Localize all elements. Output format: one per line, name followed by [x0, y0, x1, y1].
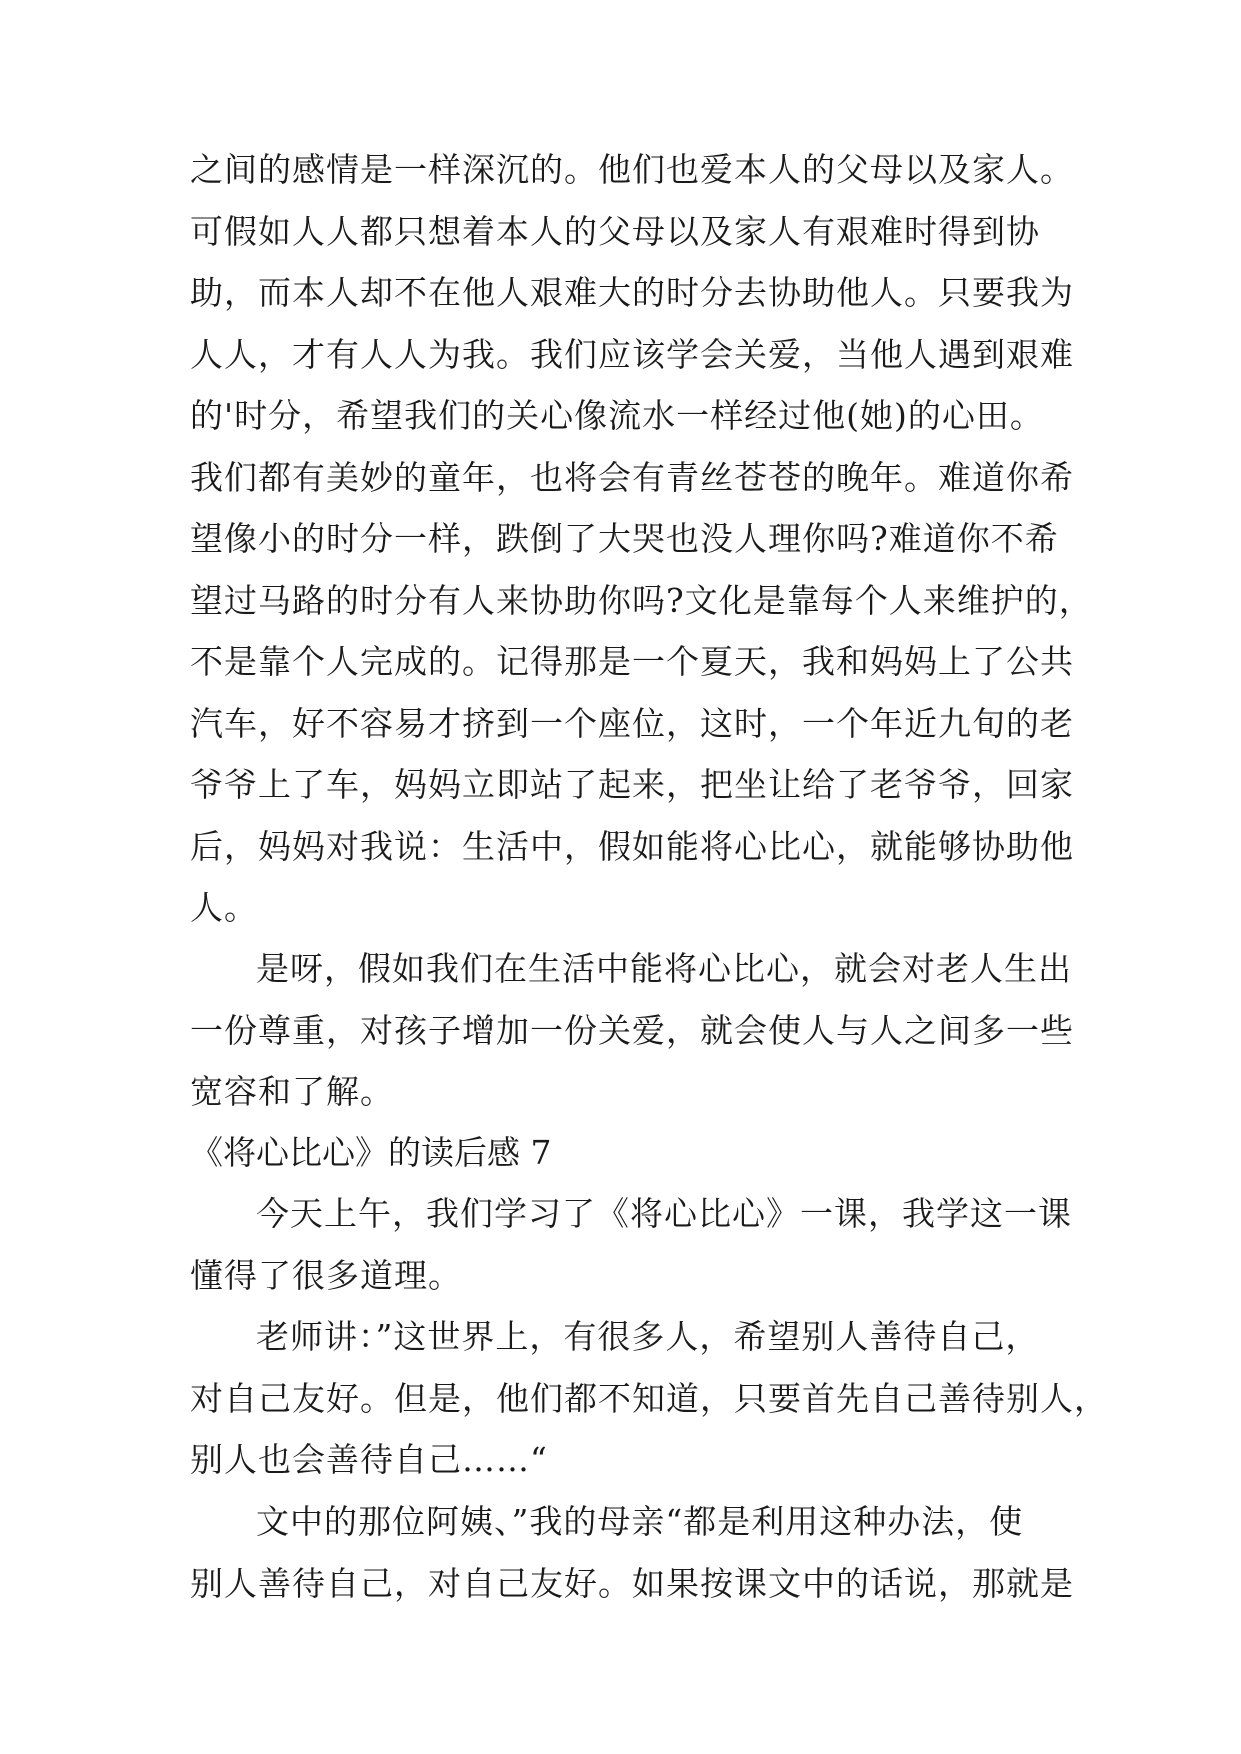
text-line: 助，而本人却不在他人艰难大的时分去协助他人。只要我为 [190, 273, 1074, 312]
paragraph-continuation [190, 139, 1093, 939]
text-line: 老师讲：”这世界上，有很多人，希望别人善待自己， [256, 1317, 1040, 1356]
section-title: 《将心比心》的读后感 7 [190, 1133, 552, 1172]
text-line: 人人，才有人人为我。我们应该学会关爱，当他人遇到艰难 [190, 334, 1074, 374]
section-heading [190, 1122, 1070, 1184]
text-line: 望过马路的时分有人来协助你吗?文化是靠每个人来维护的， [190, 580, 1093, 620]
text-line: 汽车，好不容易才挤到一个座位，这时，一个年近九旬的老 [190, 703, 1074, 743]
text-line: 别人善待自己，对自己友好。如果按课文中的话说，那就是 [190, 1563, 1074, 1603]
text-line: 今天上午，我们学习了《将心比心》一课，我学这一课 [256, 1194, 1072, 1233]
text-line: 人。 [190, 888, 258, 927]
text-line: 我们都有美妙的童年，也将会有青丝苍苍的晚年。难道你希 [190, 457, 1074, 497]
text-line: 文中的那位阿姨、”我的母亲“都是利用这种办法，使 [256, 1502, 1024, 1541]
text-line: 别人也会善待自己……“ [190, 1440, 548, 1479]
text-line: 望像小的时分一样，跌倒了大哭也没人理你吗?难道你不希 [190, 519, 1059, 558]
text-line: 爷爷上了车，妈妈立即站了起来，把坐让给了老爷爷，回家 [190, 765, 1074, 804]
text-line: 懂得了很多道理。 [190, 1255, 462, 1295]
text-line: 后，妈妈对我说：生活中，假如能将心比心，就能够协助他 [190, 826, 1074, 866]
text-line: 一份尊重，对孩子增加一份关爱，就会使人与人之间多一些 [190, 1010, 1074, 1050]
text-line: 的'时分，希望我们的关心像流水一样经过他(她)的心田。 [190, 396, 1044, 435]
paragraph-mother [190, 1491, 1074, 1614]
paragraph-conclusion [190, 938, 1074, 1123]
text-line: 可假如人人都只想着本人的父母以及家人有艰难时得到协 [190, 211, 1040, 251]
text-line: 宽容和了解。 [190, 1072, 394, 1111]
paragraph-teacher-quote [190, 1306, 1108, 1491]
text-line: 是呀，假如我们在生活中能将心比心，就会对老人生出 [256, 949, 1072, 988]
text-line: 之间的感情是一样深沉的。他们也爱本人的父母以及家人。 [190, 150, 1074, 189]
paragraph-intro [190, 1183, 1070, 1306]
text-line: 不是靠个人完成的。记得那是一个夏天，我和妈妈上了公共 [190, 642, 1074, 681]
text-line: 对自己友好。但是，他们都不知道，只要首先自己善待别人， [190, 1378, 1108, 1418]
